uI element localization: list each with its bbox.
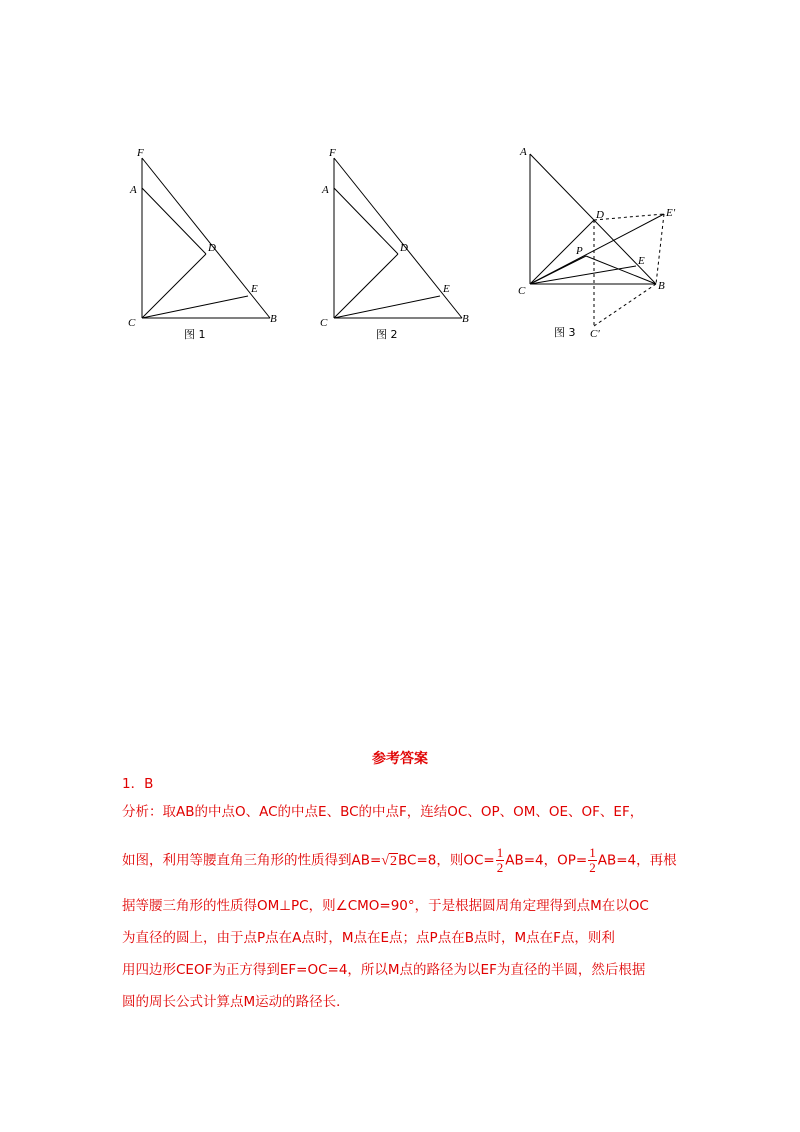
answer-title: 参考答案	[372, 751, 428, 767]
segment-PB	[586, 256, 656, 284]
label-F: F	[137, 147, 144, 159]
caption: 图 1	[184, 328, 206, 341]
label-C: C	[518, 285, 526, 297]
label-B: B	[270, 313, 277, 325]
label-E: E	[638, 255, 645, 267]
label-Ep: E′	[666, 207, 676, 219]
analysis-line-1: 分析：取AB的中点O、AC的中点E、BC的中点F，连结OC、OP、OM、OE、OF、EF，	[122, 804, 644, 820]
label-P: P	[576, 245, 583, 257]
label-C: C	[128, 317, 136, 329]
label-B: B	[462, 313, 469, 325]
fraction-half-1: $\frac{1}{2}$	[496, 845, 504, 875]
sqrt-2: √2	[381, 853, 397, 869]
label-E: E	[443, 283, 450, 295]
segment-CP	[530, 256, 586, 284]
figure-1	[120, 140, 290, 350]
segment-CE	[142, 296, 248, 318]
label-E: E	[251, 283, 258, 295]
label-C: C	[320, 317, 328, 329]
fraction-half-2: $\frac{1}{2}$	[589, 845, 596, 875]
segment-CE	[334, 296, 440, 318]
l2-part-a: 如图，利用等腰直角三角形的性质得到AB=	[122, 852, 382, 869]
segment-EpB-dashed	[656, 214, 664, 284]
segment-CD	[334, 254, 398, 318]
segment-CD	[142, 254, 206, 318]
analysis-line-3: 据等腰三角形的性质得OM⊥PC，则∠CMO=90°，于是根据圆周角定理得到点M在以OC	[122, 898, 649, 914]
l2-part-b: BC=8，则OC=	[398, 852, 495, 869]
figure-3	[510, 140, 690, 350]
analysis-line-5: 用四边形CEOF为正方得到EF=OC=4，所以M点的路径为以EF为直径的半圆，然后根据	[122, 962, 646, 978]
answer-item: 1．B	[122, 776, 154, 792]
l2-part-d: AB=4，再根	[597, 852, 677, 869]
label-D: D	[400, 242, 408, 254]
analysis-line-2	[122, 846, 677, 875]
caption: 图 3	[554, 326, 576, 339]
analysis-line-4: 为直径的圆上，由于点P点在A点时，M点在E点；点P点在B点时，M点在F点，则利	[122, 930, 615, 946]
label-D: D	[208, 242, 216, 254]
label-A: A	[130, 184, 137, 196]
analysis-line-6: 圆的周长公式计算点M运动的路径长．	[122, 994, 350, 1010]
label-A: A	[322, 184, 329, 196]
caption: 图 2	[376, 328, 398, 341]
label-F: F	[329, 147, 336, 159]
figure-2	[312, 140, 482, 350]
l2-part-c: AB=4，OP=	[505, 852, 588, 869]
label-Cp: C′	[590, 328, 600, 340]
label-D: D	[596, 209, 604, 221]
segment-CpB-dashed	[594, 284, 656, 326]
label-A: A	[520, 146, 527, 158]
label-B: B	[658, 280, 665, 292]
